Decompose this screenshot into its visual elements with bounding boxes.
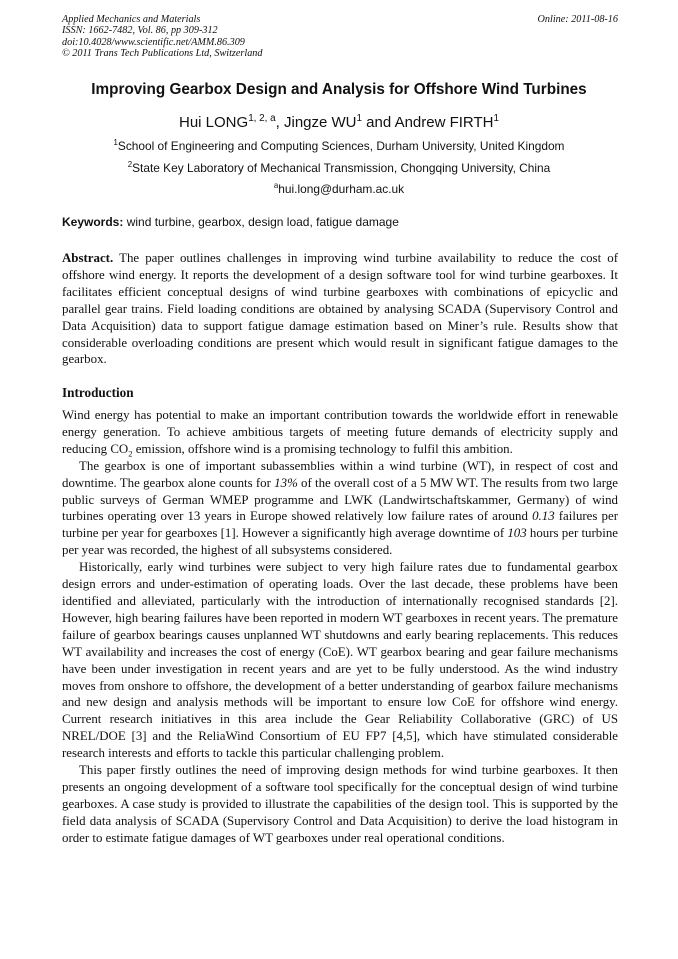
affiliation-marker: 2: [127, 160, 133, 170]
intro-paragraph-4: This paper firstly outlines the need of improving design methods for wind turbine gearboxes. It then presents an ongoing development of a software tool specifically for the conceptual design of wind turbine gearboxes. A case study is provided to illustrate the capabilities of the design tool. This is supported by the field data analysis of SCADA (Supervisory Control and Data Acquisition) to derive the load histogram in order to estimate fatigue damages of WT gearboxes under real operational conditions.: [62, 763, 618, 845]
section-heading-introduction: Introduction: [62, 385, 134, 400]
italic-value: 13%: [274, 475, 298, 490]
introduction-body: [62, 407, 618, 847]
journal-doi: doi:10.4028/www.scientific.net/AMM.86.309: [62, 36, 245, 48]
author-email: [0, 182, 678, 196]
author-superscript: 1: [356, 113, 363, 124]
affiliation-marker: a: [273, 181, 279, 191]
intro-paragraph-3: Historically, early wind turbines were subject to very high failure rates due to fundamental gearbox design errors and under-estimation of operating loads. Over the last decade, these problems have been identified and alleviated, particularly with the introduction of internationally recognised standards [2]. However, high bearing failures have been reported in modern WT gearboxes in recent years. The premature failure of gearbox bearings causes unplanned WT shutdowns and early bearing replacements. This reduces WT availability and increases the cost of energy (CoE). WT gearbox bearing and gear failure mechanisms have been under investigation in recent years and are yet to be fully understood. As the wind industry moves from onshore to offshore, the development of a better understanding of gearbox failure mechanisms and new design and analysis methods will be important to ensure low CoE for offshore wind energy. Current research initiatives in this area include the Gear Reliability Collaborative (GRC) of US NREL/DOE [3] and the ReliaWind Consortium of EU FP7 [4,5], which have stimulated considerable research interests and efforts to tackle this particular challenging problem.: [62, 560, 618, 761]
affiliation-2: [0, 161, 678, 175]
keywords: [62, 215, 399, 229]
text-run: emission, offshore wind is a promising technology to fulfil this ambition.: [132, 441, 513, 456]
abstract-text: The paper outlines challenges in improving wind turbine availability to reduce the cost of offshore wind energy. It reports the development of a design software tool for wind turbine gearboxes. It facilitates efficient conceptual designs of wind turbine gearboxes with combinations of epicyclic and parallel gear trains. Field loading conditions are obtained by analysing SCADA (Supervisory Control and Data Acquisition) data to support fatigue damage estimation based on Miner’s rule. Results show that considerable overloading conditions are present which would result in significant fatigue damages to the gearbox.: [62, 251, 618, 367]
author-separator: ,: [275, 114, 284, 131]
italic-value: 0.13: [532, 509, 555, 524]
author-superscript: 1: [493, 113, 499, 124]
keywords-text: wind turbine, gearbox, design load, fatigue damage: [123, 215, 399, 229]
subscript: 2: [128, 448, 133, 459]
text-run: failures per turbine per year for gearboxes [1]. However a significantly high average downtime of: [62, 509, 618, 541]
email-text: hui.long@durham.ac.uk: [278, 182, 405, 196]
author-name: Jingze WU: [283, 114, 357, 131]
keywords-label: Keywords:: [62, 215, 124, 229]
author-line: [0, 114, 678, 131]
affiliation-text: School of Engineering and Computing Sciences, Durham University, United Kingdom: [117, 139, 565, 153]
text-run: Wind energy has potential to make an important contribution towards the worldwide effort in renewable energy generation. To achieve ambitious targets of meeting future demands of electricity supply and reducing CO: [62, 408, 618, 456]
intro-paragraph-2: [62, 458, 618, 559]
affiliation-text: State Key Laboratory of Mechanical Transmission, Chongqing University, China: [132, 161, 551, 175]
journal-copyright: © 2011 Trans Tech Publications Ltd, Switzerland: [62, 47, 263, 59]
affiliation-1: [0, 139, 678, 153]
author-superscript: 1, 2, a: [248, 113, 276, 124]
journal-name: Applied Mechanics and Materials: [62, 14, 201, 25]
author-separator: and: [362, 114, 395, 131]
text-run: of the overall cost of a 5 MW WT. The results from two large public surveys of German WMEP programme and LWK (Landwirtschaftskammer, Germany) of wind turbines operating over 13 years in Europe showed relatively low failure rates of around: [62, 475, 619, 524]
abstract: [62, 250, 618, 368]
intro-paragraph-1: [62, 407, 618, 458]
paper-title: Improving Gearbox Design and Analysis for Offshore Wind Turbines: [91, 81, 587, 98]
author-name: Hui LONG: [179, 114, 249, 131]
text-run: hours per turbine per year was recorded, the highest of all subsystems considered.: [62, 526, 618, 558]
online-date: Online: 2011-08-16: [537, 14, 618, 25]
affiliation-marker: 1: [113, 138, 118, 148]
journal-header: [62, 14, 618, 59]
author-name: Andrew FIRTH: [394, 114, 494, 131]
journal-issn: ISSN: 1662-7482, Vol. 86, pp 309-312: [62, 25, 218, 37]
text-run: The gearbox is one of important subassemblies within a wind turbine (WT), in respect of cost and downtime. The gearbox alone counts for: [62, 458, 618, 490]
abstract-label: Abstract.: [62, 251, 114, 265]
italic-value: 103: [507, 526, 527, 541]
